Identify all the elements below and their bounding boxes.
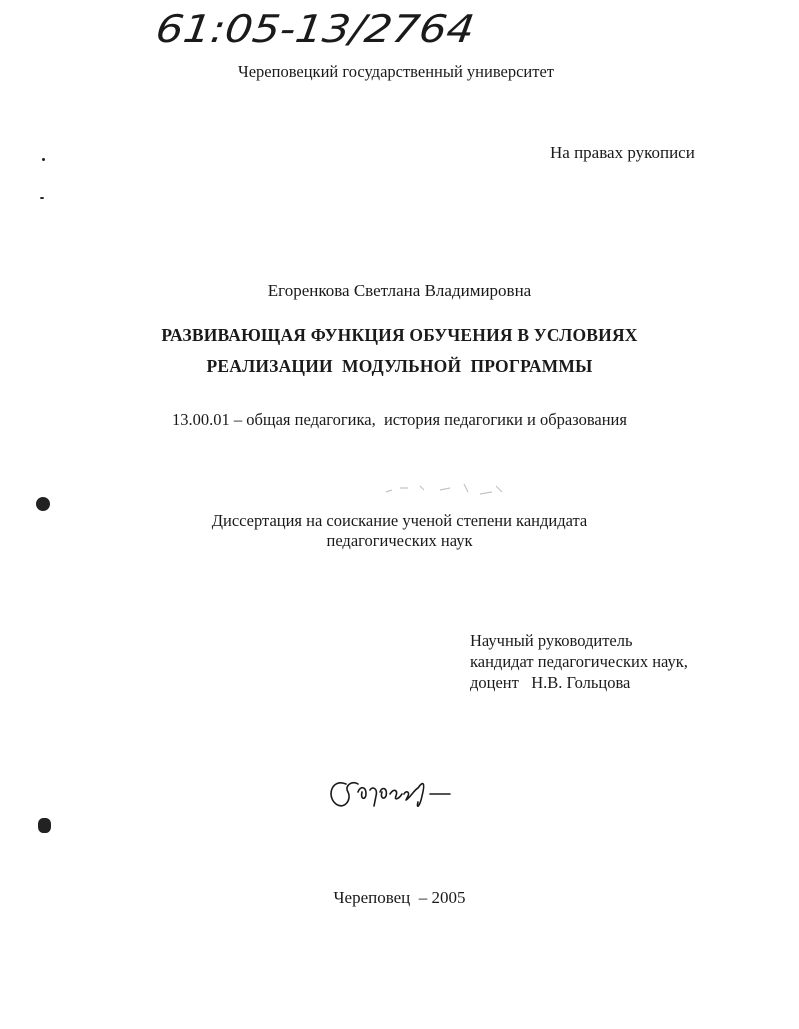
university-name: Череповецкий государственный университет xyxy=(238,62,554,81)
faint-stamp-residue xyxy=(380,478,510,502)
scan-speck xyxy=(38,818,51,833)
scientific-supervisor xyxy=(470,630,790,693)
handwritten-catalog-code xyxy=(148,2,478,62)
author-name: Егоренкова Светлана Владимировна xyxy=(267,281,532,300)
scan-speck xyxy=(36,497,50,511)
dissertation-degree xyxy=(0,511,799,551)
city-and-year: Череповец – 2005 xyxy=(333,888,466,907)
scan-speck xyxy=(40,197,44,199)
supervisor-line-2: кандидат педагогических наук, xyxy=(470,652,688,671)
supervisor-line-1: Научный руководитель xyxy=(470,631,633,650)
title-line-2: РЕАЛИЗАЦИИ МОДУЛЬНОЙ ПРОГРАММЫ xyxy=(206,356,593,376)
dissertation-title xyxy=(0,320,799,382)
title-line-1: РАЗВИВАЮЩАЯ ФУНКЦИЯ ОБУЧЕНИЯ В УСЛОВИЯХ xyxy=(161,325,638,345)
handwritten-catalog-code-text: 61:05-13/2764 xyxy=(152,8,441,52)
specialty-code: 13.00.01 – общая педагогика, история педагогики и образования xyxy=(172,410,627,429)
degree-line-1: Диссертация на соискание ученой степени кандидата xyxy=(211,511,588,530)
supervisor-line-3: доцент Н.В. Гольцова xyxy=(470,673,631,692)
faint-stamp-residue-mark xyxy=(380,478,510,502)
rights-notice: На правах рукописи xyxy=(550,143,695,162)
author-signature xyxy=(322,766,452,816)
degree-line-2: педагогических наук xyxy=(326,531,473,550)
scan-speck xyxy=(42,158,45,161)
